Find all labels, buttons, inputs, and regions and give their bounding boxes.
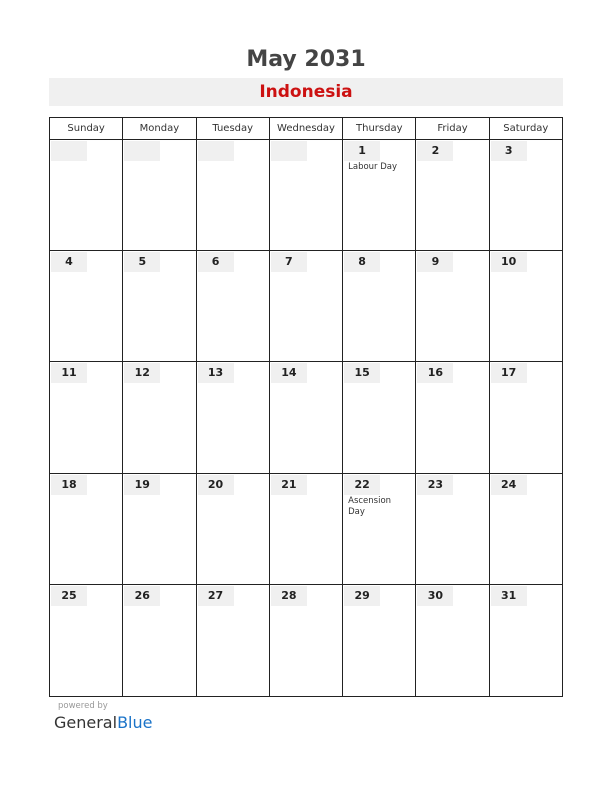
day-number: 7 bbox=[271, 252, 307, 272]
week-row bbox=[50, 251, 562, 362]
calendar-grid bbox=[49, 117, 563, 697]
day-number: 10 bbox=[491, 252, 527, 272]
day-cell bbox=[197, 474, 270, 584]
day-number: 14 bbox=[271, 363, 307, 383]
day-cell bbox=[490, 585, 562, 696]
day-number: 9 bbox=[417, 252, 453, 272]
day-number: 1 bbox=[344, 141, 380, 161]
day-number: 12 bbox=[124, 363, 160, 383]
day-cell bbox=[416, 140, 489, 250]
day-number bbox=[198, 141, 234, 161]
day-cell bbox=[197, 140, 270, 250]
day-number: 11 bbox=[51, 363, 87, 383]
powered-by-label: powered by bbox=[58, 701, 108, 711]
day-cell bbox=[197, 585, 270, 696]
day-number bbox=[124, 141, 160, 161]
country-banner bbox=[49, 78, 563, 106]
day-cell bbox=[490, 251, 562, 361]
day-number: 4 bbox=[51, 252, 87, 272]
day-cell bbox=[416, 251, 489, 361]
day-cell bbox=[197, 251, 270, 361]
day-number: 29 bbox=[344, 586, 380, 606]
day-number bbox=[51, 141, 87, 161]
day-number: 5 bbox=[124, 252, 160, 272]
day-cell bbox=[416, 362, 489, 472]
day-cell bbox=[270, 140, 343, 250]
day-number: 25 bbox=[51, 586, 87, 606]
brand-logo bbox=[54, 713, 152, 732]
weekday-wednesday: Wednesday bbox=[270, 118, 343, 139]
day-number: 24 bbox=[491, 475, 527, 495]
day-number: 3 bbox=[491, 141, 527, 161]
weekday-sunday: Sunday bbox=[50, 118, 123, 139]
day-cell bbox=[123, 251, 196, 361]
day-cell bbox=[197, 362, 270, 472]
weekday-tuesday: Tuesday bbox=[197, 118, 270, 139]
day-number: 17 bbox=[491, 363, 527, 383]
day-cell bbox=[343, 362, 416, 472]
day-cell bbox=[123, 474, 196, 584]
day-number: 16 bbox=[417, 363, 453, 383]
day-number: 28 bbox=[271, 586, 307, 606]
day-number: 20 bbox=[198, 475, 234, 495]
holiday-label: Ascension Day bbox=[348, 495, 392, 517]
day-cell bbox=[343, 474, 416, 584]
day-cell bbox=[490, 474, 562, 584]
day-number: 23 bbox=[417, 475, 453, 495]
day-cell bbox=[343, 585, 416, 696]
day-number: 19 bbox=[124, 475, 160, 495]
day-cell bbox=[123, 362, 196, 472]
day-number: 2 bbox=[417, 141, 453, 161]
week-row bbox=[50, 140, 562, 251]
day-cell bbox=[343, 251, 416, 361]
weekday-thursday: Thursday bbox=[343, 118, 416, 139]
day-cell bbox=[123, 140, 196, 250]
day-number: 8 bbox=[344, 252, 380, 272]
weekday-header-row bbox=[50, 118, 562, 140]
day-cell bbox=[416, 585, 489, 696]
day-number: 27 bbox=[198, 586, 234, 606]
day-cell bbox=[50, 585, 123, 696]
weekday-friday: Friday bbox=[416, 118, 489, 139]
day-number: 26 bbox=[124, 586, 160, 606]
calendar-weeks bbox=[50, 140, 562, 696]
day-number: 6 bbox=[198, 252, 234, 272]
day-number: 21 bbox=[271, 475, 307, 495]
day-number: 31 bbox=[491, 586, 527, 606]
day-cell bbox=[416, 474, 489, 584]
day-cell bbox=[270, 585, 343, 696]
holiday-label: Labour Day bbox=[348, 162, 398, 172]
day-cell bbox=[50, 474, 123, 584]
calendar-title: May 2031 bbox=[246, 47, 366, 72]
week-row bbox=[50, 362, 562, 473]
day-cell bbox=[490, 140, 562, 250]
day-number: 15 bbox=[344, 363, 380, 383]
day-cell bbox=[270, 474, 343, 584]
weekday-saturday: Saturday bbox=[503, 123, 549, 134]
day-cell bbox=[50, 140, 123, 250]
day-cell bbox=[123, 585, 196, 696]
day-cell bbox=[50, 251, 123, 361]
day-number: 18 bbox=[51, 475, 87, 495]
day-number: 22 bbox=[344, 475, 380, 495]
day-cell bbox=[270, 362, 343, 472]
day-cell bbox=[343, 140, 416, 250]
country-name: Indonesia bbox=[259, 82, 353, 102]
day-number bbox=[271, 141, 307, 161]
week-row bbox=[50, 585, 562, 696]
weekday-monday: Monday bbox=[123, 118, 196, 139]
week-row bbox=[50, 474, 562, 585]
day-number: 30 bbox=[417, 586, 453, 606]
brand-blue: Blue bbox=[117, 713, 153, 732]
day-cell bbox=[270, 251, 343, 361]
day-cell bbox=[50, 362, 123, 472]
brand-general: General bbox=[54, 713, 118, 732]
day-cell bbox=[490, 362, 562, 472]
day-number: 13 bbox=[198, 363, 234, 383]
